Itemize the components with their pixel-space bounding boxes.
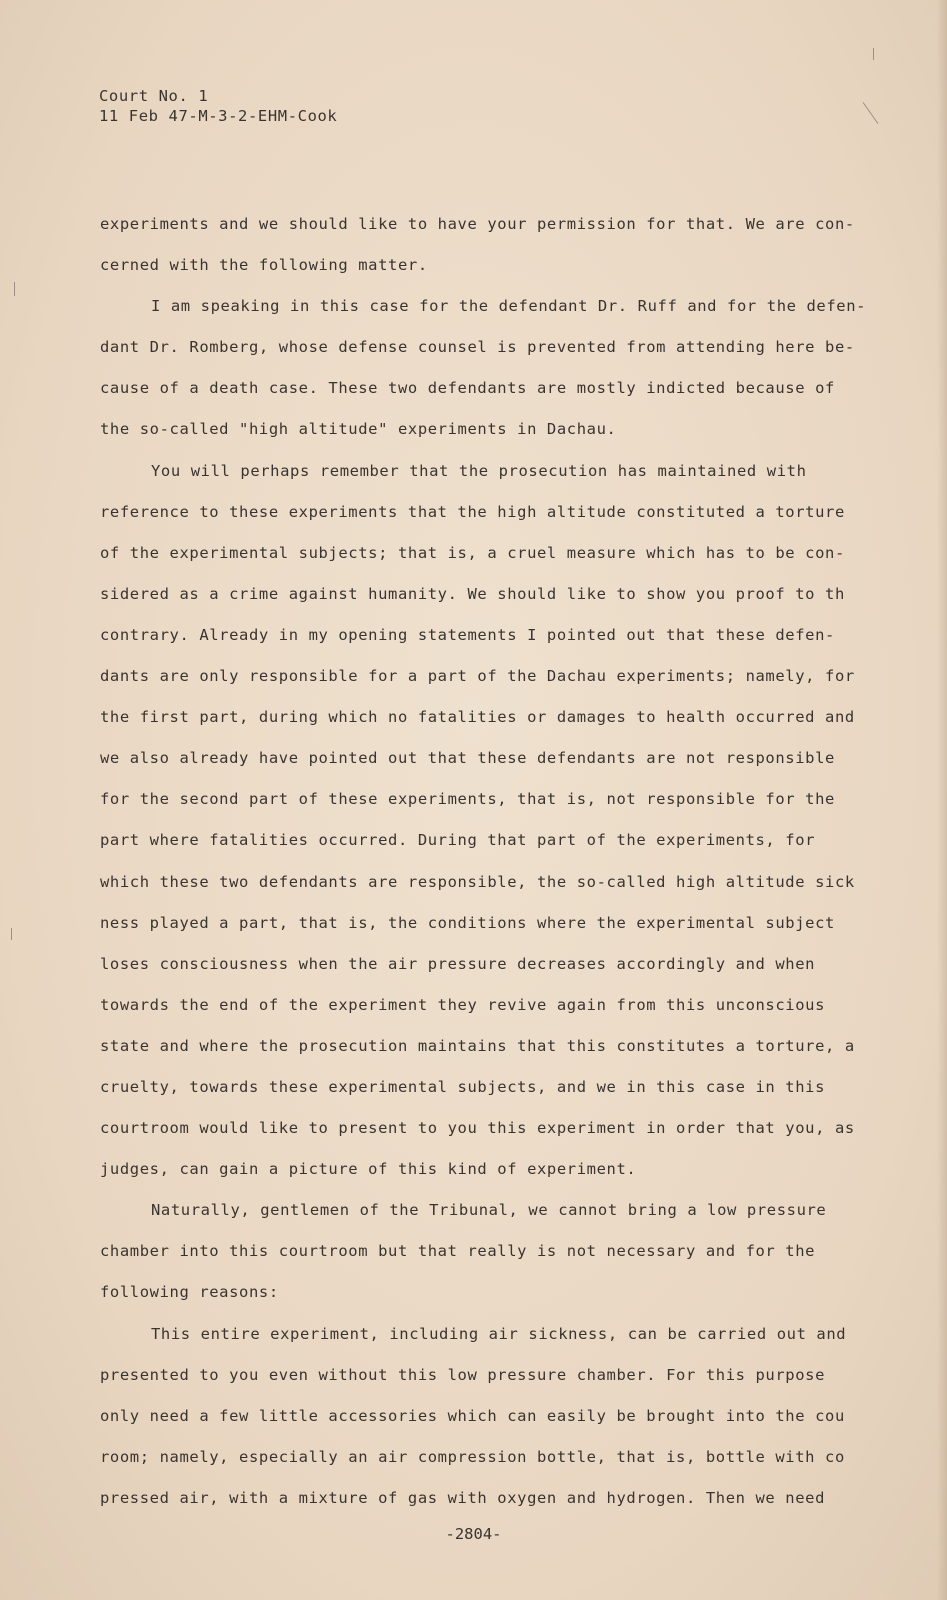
text-line: cerned with the following matter. [100,256,428,275]
text-line: I am speaking in this case for the defendant Dr. Ruff and for the defen- [151,297,867,316]
text-line: pressed air, with a mixture of gas with oxygen and hydrogen. Then we need [100,1488,826,1507]
text-line: for the second part of these experiments, that is, not responsible for the [100,790,835,809]
text-line: chamber into this courtroom but that really is not necessary and for the [100,1242,816,1261]
text-line: contrary. Already in my opening statements I pointed out that these defen- [100,625,835,644]
page-number: -2804- [445,1525,502,1543]
text-line: which these two defendants are responsible, the so-called high altitude sick [100,872,855,891]
court-number: Court No. 1 [99,87,209,105]
text-line: dant Dr. Romberg, whose defense counsel is prevented from attending here be- [100,338,855,357]
text-line: judges, can gain a picture of this kind of experiment. [100,1160,637,1179]
text-line: loses consciousness when the air pressure decreases accordingly and when [100,954,816,973]
text-line: experiments and we should like to have your permission for that. We are con- [100,215,855,233]
text-line: presented to you even without this low pressure chamber. For this purpose [100,1365,826,1384]
right-margin-mark [863,102,879,124]
text-line: only need a few little accessories which can easily be brought into the cou [100,1406,845,1425]
text-line: cause of a death case. These two defendants are mostly indicted because of [100,379,835,398]
text-line: You will perhaps remember that the prosecution has maintained with [151,461,807,480]
text-line: of the experimental subjects; that is, a cruel measure which has to be con- [100,543,845,562]
text-line: following reasons: [100,1283,279,1302]
text-line: Naturally, gentlemen of the Tribunal, we cannot bring a low pressure [151,1201,827,1220]
text-line: sidered as a crime against humanity. We should like to show you proof to th [100,584,845,603]
text-line: dants are only responsible for a part of the Dachau experiments; namely, for [100,667,855,686]
left-margin-mark [11,928,12,940]
document-header [99,86,337,126]
text-line: room; namely, especially an air compression bottle, that is, bottle with co [100,1447,845,1466]
text-line: the first part, during which no fatalities or damages to health occurred and [100,708,855,727]
text-line: state and where the prosecution maintains that this constitutes a torture, a [100,1036,855,1055]
text-line: This entire experiment, including air sickness, can be carried out and [151,1324,847,1343]
text-line: reference to these experiments that the high altitude constituted a torture [100,502,845,521]
document-body [100,204,890,1519]
page-edge-shadow [937,0,947,1600]
text-line: towards the end of the experiment they revive again from this unconscious [100,995,826,1014]
text-line: we also already have pointed out that these defendants are not responsible [100,749,835,768]
text-line: courtroom would like to present to you this experiment in order that you, as [100,1119,855,1138]
text-line: the so-called "high altitude" experiments in Dachau. [100,420,617,439]
right-margin-mark [873,48,874,60]
left-margin-mark [14,282,15,296]
text-line: ness played a part, that is, the conditions where the experimental subject [100,913,835,932]
text-line: cruelty, towards these experimental subjects, and we in this case in this [100,1077,826,1096]
text-line: part where fatalities occurred. During that part of the experiments, for [100,831,816,850]
session-reference: 11 Feb 47-M-3-2-EHM-Cook [99,107,338,125]
